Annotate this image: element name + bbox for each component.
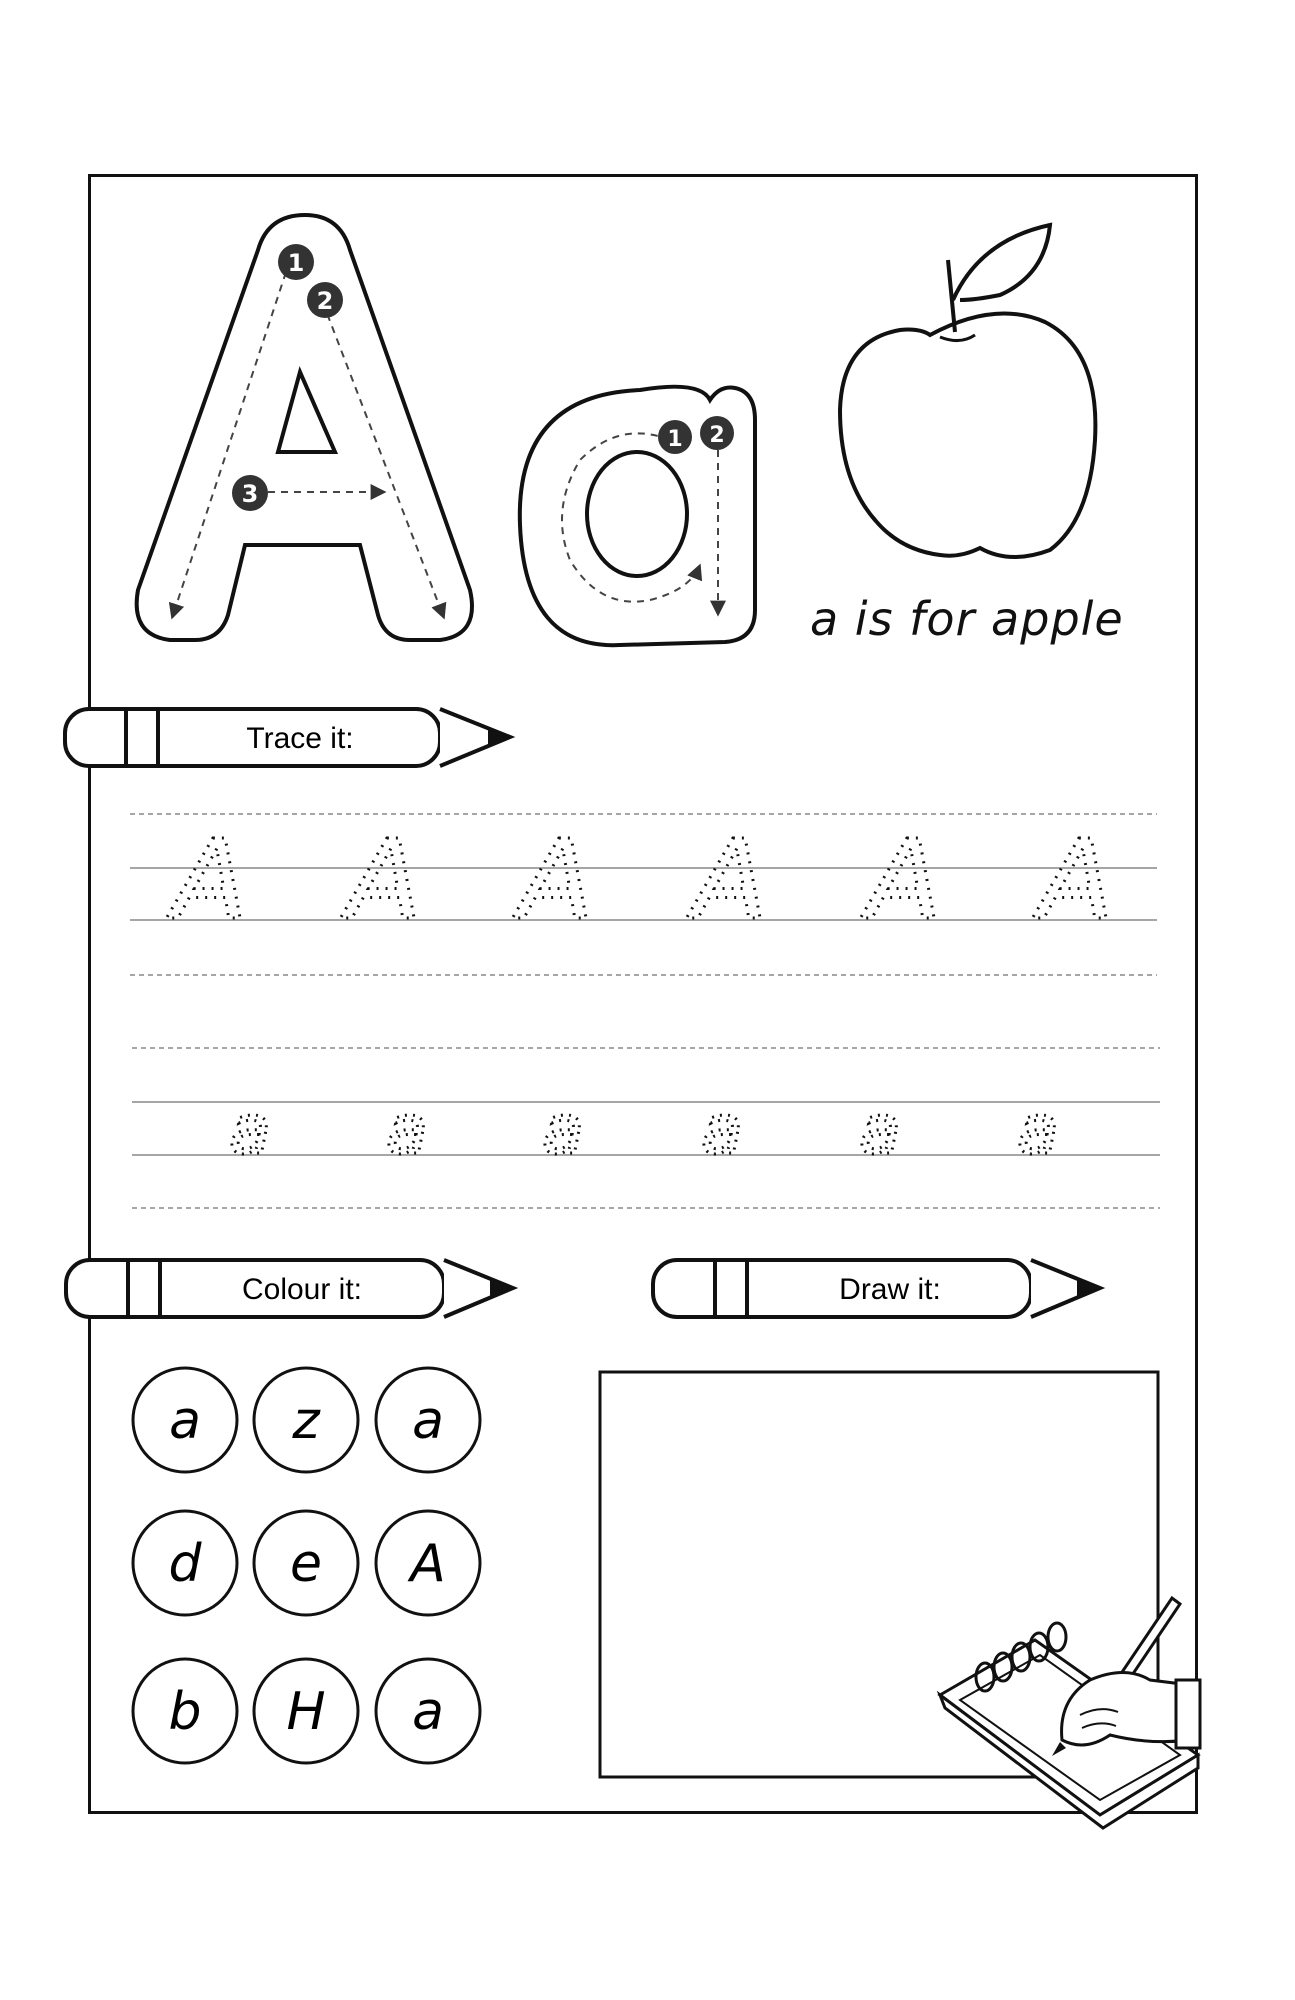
svg-text:e: e [290, 1534, 322, 1594]
svg-text:b: b [168, 1682, 202, 1742]
stroke-number-lower-1 [658, 420, 692, 454]
svg-text:A: A [410, 1534, 446, 1594]
colour-circle[interactable] [133, 1368, 237, 1472]
trace-row-lower [229, 1091, 1059, 1170]
trace-letter: A [866, 816, 942, 944]
trace-pencil-banner [65, 709, 510, 766]
trace-letter: A [692, 816, 768, 944]
stroke-number-upper-2 [307, 282, 343, 318]
caption-a-is-for-apple: a is for apple [810, 592, 1124, 646]
colour-circles [133, 1368, 480, 1763]
svg-text:1: 1 [287, 249, 305, 277]
svg-text:a: a [412, 1391, 444, 1451]
apple-illustration [840, 225, 1095, 557]
trace-letter: a [1017, 1091, 1059, 1170]
trace-letter: a [859, 1091, 901, 1170]
trace-letter: A [518, 816, 594, 944]
stroke-number-upper-3 [232, 475, 268, 511]
svg-text:d: d [168, 1534, 202, 1594]
trace-letter: a [386, 1091, 428, 1170]
colour-circle[interactable] [376, 1368, 480, 1472]
trace-lines-upper [130, 814, 1157, 975]
svg-text:2: 2 [709, 423, 725, 448]
svg-text:3: 3 [241, 480, 259, 508]
trace-letter: A [346, 816, 422, 944]
svg-text:H: H [286, 1682, 326, 1742]
trace-lines-lower [132, 1048, 1160, 1208]
colour-circle[interactable] [376, 1659, 480, 1763]
colour-label: Colour it: [241, 1273, 363, 1306]
trace-letter: A [172, 816, 248, 944]
svg-text:a: a [412, 1682, 444, 1742]
colour-circle[interactable] [133, 1659, 237, 1763]
trace-letter: a [542, 1091, 584, 1170]
trace-row-upper [166, 816, 1113, 944]
trace-letter: A [1038, 816, 1114, 944]
trace-letter: a [701, 1091, 743, 1170]
stroke-number-upper-1 [278, 244, 314, 280]
colour-circle[interactable] [254, 1368, 358, 1472]
draw-pencil-banner [653, 1260, 1100, 1317]
svg-text:1: 1 [667, 427, 683, 452]
trace-letter: a [229, 1091, 271, 1170]
svg-text:a: a [169, 1391, 201, 1451]
colour-circle[interactable] [254, 1511, 358, 1615]
colour-circle[interactable] [133, 1511, 237, 1615]
svg-text:z: z [292, 1391, 320, 1451]
trace-label: Trace it: [246, 722, 354, 755]
colour-circle[interactable] [254, 1659, 358, 1763]
colour-pencil-banner [66, 1260, 513, 1317]
svg-text:2: 2 [316, 287, 334, 315]
big-letter-upper-a [137, 215, 472, 640]
stroke-number-lower-2 [700, 416, 734, 450]
colour-circle[interactable] [376, 1511, 480, 1615]
draw-label: Draw it: [839, 1273, 941, 1306]
